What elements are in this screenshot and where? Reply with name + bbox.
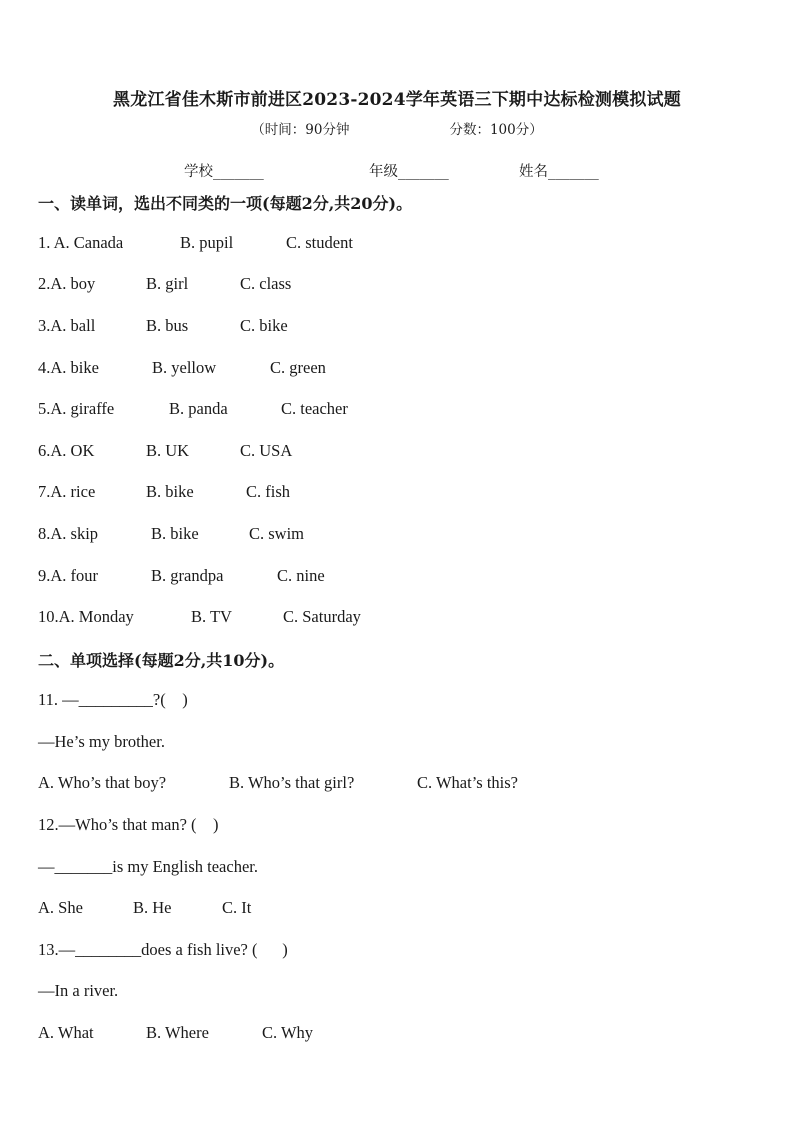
q13-option-b: B. Where bbox=[146, 1023, 209, 1042]
q9-option-c: C. nine bbox=[277, 566, 325, 585]
q4-option-c: C. green bbox=[270, 358, 326, 377]
grade-field[interactable]: 年级_______ bbox=[369, 164, 449, 180]
school-field[interactable]: 学校_______ bbox=[184, 164, 264, 180]
q13-stem: 13.—________does a fish live? ( ) bbox=[38, 940, 288, 959]
exam-meta bbox=[0, 118, 794, 138]
q3-option-b: B. bus bbox=[146, 316, 189, 335]
q12-option-b: B. He bbox=[133, 898, 172, 917]
q7-option-a: 7.A. rice bbox=[38, 482, 96, 501]
total-score: 分数：100分） bbox=[449, 122, 543, 138]
q1-option-b: B. pupil bbox=[180, 233, 234, 252]
section-2-heading: 二、单项选择(每题2分,共10分)。 bbox=[38, 651, 285, 670]
q13-option-a: A. What bbox=[38, 1023, 94, 1042]
q5-option-b: B. panda bbox=[169, 399, 228, 418]
q11-option-a: A. Who’s that boy? bbox=[38, 773, 167, 792]
q5-option-a: 5.A. giraffe bbox=[38, 399, 115, 418]
q10-option-c: C. Saturday bbox=[283, 607, 361, 626]
name-field[interactable]: 姓名_______ bbox=[519, 164, 599, 180]
q7-option-b: B. bike bbox=[146, 482, 194, 501]
q4-option-b: B. yellow bbox=[152, 358, 217, 377]
q1-option-a: 1. A. Canada bbox=[38, 233, 124, 252]
q9-option-a: 9.A. four bbox=[38, 566, 99, 585]
q2-option-b: B. girl bbox=[146, 274, 189, 293]
q3-option-c: C. bike bbox=[240, 316, 288, 335]
q9-option-b: B. grandpa bbox=[151, 566, 224, 585]
q12-option-a: A. She bbox=[38, 898, 83, 917]
q7-option-c: C. fish bbox=[246, 482, 291, 501]
q10-option-a: 10.A. Monday bbox=[38, 607, 134, 626]
q6-option-b: B. UK bbox=[146, 441, 190, 460]
section-1-heading: 一、读单词，选出不同类的一项(每题2分,共20分)。 bbox=[38, 194, 413, 213]
q6-option-c: C. USA bbox=[240, 441, 293, 460]
q3-option-a: 3.A. ball bbox=[38, 316, 96, 335]
q8-option-c: C. swim bbox=[249, 524, 305, 543]
q12-reply: —_______is my English teacher. bbox=[38, 857, 258, 876]
q13-reply: —In a river. bbox=[38, 981, 119, 1000]
q6-option-a: 6.A. OK bbox=[38, 441, 95, 460]
q11-option-b: B. Who’s that girl? bbox=[229, 773, 355, 792]
q11-reply: —He’s my brother. bbox=[38, 732, 165, 751]
q2-option-c: C. class bbox=[240, 274, 292, 293]
q10-option-b: B. TV bbox=[191, 607, 232, 626]
q11-option-c: C. What’s this? bbox=[417, 773, 518, 792]
q1-option-c: C. student bbox=[286, 233, 353, 252]
q5-option-c: C. teacher bbox=[281, 399, 348, 418]
q13-option-c: C. Why bbox=[262, 1023, 314, 1042]
q4-option-a: 4.A. bike bbox=[38, 358, 99, 377]
q12-stem: 12.—Who’s that man? ( ) bbox=[38, 815, 219, 834]
q11-stem: 11. —_________?( ) bbox=[38, 690, 188, 709]
q8-option-b: B. bike bbox=[151, 524, 199, 543]
exam-title: 黑龙江省佳木斯市前进区2023-2024学年英语三下期中达标检测模拟试题 bbox=[113, 90, 681, 110]
q2-option-a: 2.A. boy bbox=[38, 274, 96, 293]
time-limit: （时间：90分钟 bbox=[251, 122, 350, 138]
q8-option-a: 8.A. skip bbox=[38, 524, 99, 543]
q12-option-c: C. It bbox=[222, 898, 252, 917]
